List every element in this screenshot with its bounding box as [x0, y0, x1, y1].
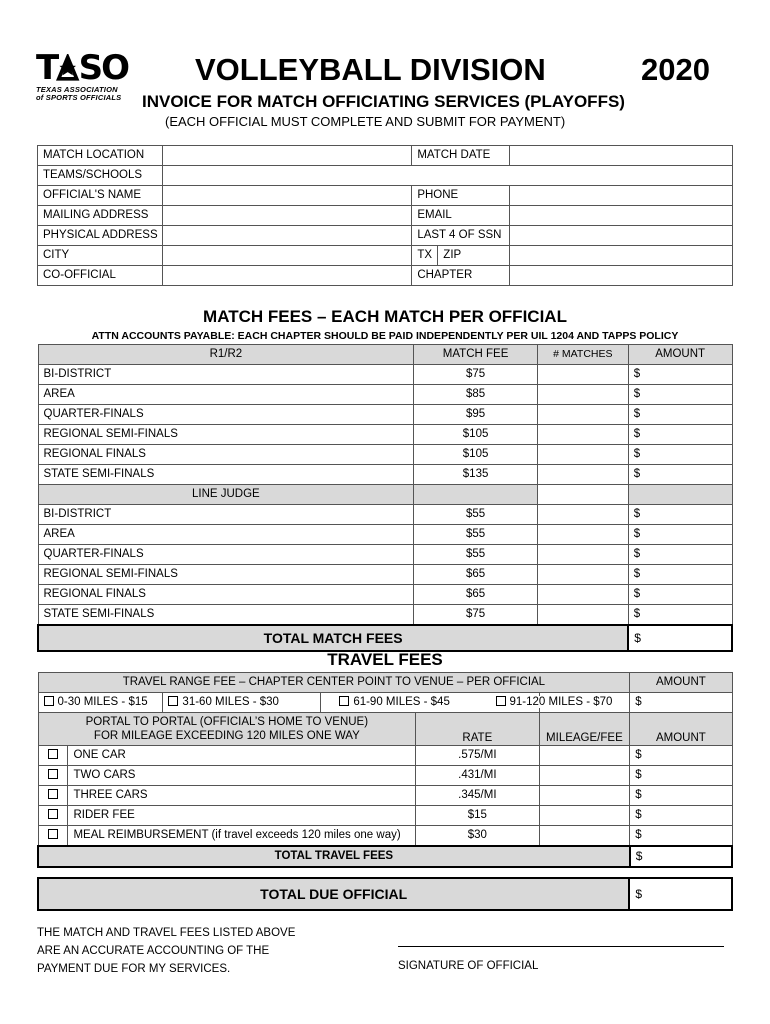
- table-row: [38, 246, 733, 266]
- matches-field[interactable]: [537, 405, 628, 425]
- empty-cell: [414, 485, 538, 505]
- chapter-field[interactable]: [510, 266, 733, 286]
- table-row: [38, 505, 732, 525]
- table-row: [38, 266, 733, 286]
- email-field[interactable]: [510, 206, 733, 226]
- table-row: [38, 166, 733, 186]
- table-header-row: [38, 345, 732, 365]
- title-year: 2020: [641, 52, 710, 87]
- star-icon: [56, 54, 79, 82]
- travel-rate: $15: [416, 806, 539, 826]
- matches-field[interactable]: [537, 505, 628, 525]
- header-mileage: MILEAGE/FEE: [539, 713, 630, 746]
- round-label: REGIONAL SEMI-FINALS: [38, 565, 414, 585]
- travel-rate: $30: [416, 826, 539, 847]
- table-row: [38, 226, 733, 246]
- range-label: 61-90 MILES - $45: [353, 696, 450, 708]
- travel-item-label: THREE CARS: [68, 786, 416, 806]
- checkbox[interactable]: [48, 749, 58, 759]
- total-due-row: [38, 878, 732, 910]
- match-fee: $75: [414, 365, 538, 385]
- table-row: [38, 365, 732, 385]
- item-checkbox-cell[interactable]: [38, 766, 68, 786]
- table-row: [38, 405, 732, 425]
- label-tx: TX: [412, 246, 438, 266]
- mileage-field[interactable]: [539, 826, 630, 847]
- logo-letter-t: T: [36, 48, 58, 88]
- matches-field[interactable]: [537, 445, 628, 465]
- amount-field[interactable]: $: [628, 445, 732, 465]
- amount-field[interactable]: $: [630, 806, 732, 826]
- submission-note: (EACH OFFICIAL MUST COMPLETE AND SUBMIT FOR PAYMENT): [165, 114, 566, 129]
- range-option-2[interactable]: [163, 693, 321, 713]
- label-chapter: CHAPTER: [412, 266, 510, 286]
- match-fees-title: MATCH FEES – EACH MATCH PER OFFICIAL: [203, 307, 567, 326]
- official-info-table: [37, 145, 733, 286]
- travel-fees-title: TRAVEL FEES: [327, 650, 443, 669]
- table-row: [38, 806, 732, 826]
- table-row: [38, 786, 732, 806]
- total-travel-fees-label: TOTAL TRAVEL FEES: [38, 846, 630, 867]
- checkbox[interactable]: [48, 809, 58, 819]
- logo-sub2: of SPORTS OFFICIALS: [36, 93, 122, 102]
- matches-field[interactable]: [537, 585, 628, 605]
- amount-field[interactable]: $: [628, 565, 732, 585]
- amount-field[interactable]: $: [630, 746, 732, 766]
- match-fee: $65: [414, 565, 538, 585]
- header-amount: AMOUNT: [630, 713, 732, 746]
- match-fee: $75: [414, 605, 538, 626]
- table-row: [38, 186, 733, 206]
- travel-item-label: MEAL REIMBURSEMENT (if travel exceeds 120 miles one way): [68, 826, 416, 847]
- certification-line1: THE MATCH AND TRAVEL FEES LISTED ABOVE: [37, 927, 296, 939]
- round-label: BI-DISTRICT: [38, 365, 414, 385]
- table-header-row: [38, 713, 732, 746]
- label-physical-address: PHYSICAL ADDRESS: [38, 226, 163, 246]
- travel-item-label: TWO CARS: [68, 766, 416, 786]
- match-fee: $55: [414, 525, 538, 545]
- table-header-row: [38, 673, 732, 693]
- amount-field[interactable]: $: [628, 505, 732, 525]
- amount-field[interactable]: $: [630, 766, 732, 786]
- label-city: CITY: [38, 246, 163, 266]
- logo-letters-so: SO: [78, 48, 128, 88]
- range-label: 31-60 MILES - $30: [182, 696, 279, 708]
- amount-field[interactable]: $: [628, 385, 732, 405]
- mileage-field[interactable]: [539, 786, 630, 806]
- match-fees-table: [37, 344, 733, 652]
- table-header-row: [38, 485, 732, 505]
- amount-field[interactable]: $: [628, 605, 732, 626]
- item-checkbox-cell[interactable]: [38, 746, 68, 766]
- checkbox[interactable]: [44, 696, 54, 706]
- attn-note: ATTN ACCOUNTS PAYABLE: EACH CHAPTER SHOULD BE PAID INDEPENDENTLY PER UIL 1204 AND TAPPS POLICY: [91, 330, 679, 342]
- matches-field[interactable]: [537, 525, 628, 545]
- round-label: AREA: [38, 385, 414, 405]
- label-zip: ZIP: [438, 246, 510, 266]
- total-travel-fees-row: [38, 846, 732, 867]
- certification-line2: ARE AN ACCURATE ACCOUNTING OF THE: [37, 945, 270, 957]
- total-match-fees-row: [38, 625, 732, 651]
- matches-field[interactable]: [537, 425, 628, 445]
- header-rate: RATE: [416, 713, 539, 746]
- amount-field[interactable]: $: [630, 786, 732, 806]
- match-fee: $55: [414, 545, 538, 565]
- round-label: REGIONAL FINALS: [38, 585, 414, 605]
- table-row: [38, 525, 732, 545]
- matches-field[interactable]: [537, 565, 628, 585]
- city-field[interactable]: [162, 246, 411, 266]
- range-label: 0-30 MILES - $15: [57, 696, 148, 708]
- match-fee: $105: [414, 425, 538, 445]
- range-option-4[interactable]: [509, 693, 630, 713]
- matches-field[interactable]: [537, 385, 628, 405]
- logo-wordmark: [36, 50, 128, 86]
- round-label: QUARTER-FINALS: [38, 545, 414, 565]
- match-fee: $95: [414, 405, 538, 425]
- checkbox[interactable]: [339, 696, 349, 706]
- table-row: [38, 465, 732, 485]
- round-label: REGIONAL FINALS: [38, 445, 414, 465]
- round-label: REGIONAL SEMI-FINALS: [38, 425, 414, 445]
- round-label: QUARTER-FINALS: [38, 405, 414, 425]
- co-official-field[interactable]: [162, 266, 411, 286]
- checkbox[interactable]: [168, 696, 178, 706]
- portal-line2: FOR MILEAGE EXCEEDING 120 MILES ONE WAY: [93, 730, 360, 742]
- header-amount: AMOUNT: [630, 673, 732, 693]
- table-row: [38, 746, 732, 766]
- empty-cell: [537, 485, 628, 505]
- table-row: [38, 445, 732, 465]
- table-row: [38, 585, 732, 605]
- table-row: [38, 385, 732, 405]
- teams-field[interactable]: [162, 166, 732, 186]
- matches-field[interactable]: [537, 365, 628, 385]
- ssn-field[interactable]: [510, 226, 733, 246]
- signature-line[interactable]: [398, 946, 724, 947]
- round-label: STATE SEMI-FINALS: [38, 465, 414, 485]
- travel-rate: .575/MI: [416, 746, 539, 766]
- amount-field[interactable]: $: [628, 405, 732, 425]
- portal-line1: PORTAL TO PORTAL (OFFICIAL’S HOME TO VENUE): [85, 716, 369, 728]
- round-label: AREA: [38, 525, 414, 545]
- logo-sub1: TEXAS ASSOCIATION: [36, 85, 118, 94]
- table-row: [38, 425, 732, 445]
- mileage-field[interactable]: [539, 766, 630, 786]
- total-travel-fees-amount[interactable]: $: [630, 846, 732, 867]
- checkbox[interactable]: [48, 829, 58, 839]
- matches-field[interactable]: [537, 545, 628, 565]
- match-date-field[interactable]: [510, 146, 733, 166]
- item-checkbox-cell[interactable]: [38, 806, 68, 826]
- page-title: [195, 52, 715, 88]
- checkbox[interactable]: [496, 696, 506, 706]
- table-row: [38, 605, 732, 626]
- range-amount[interactable]: $: [630, 693, 732, 713]
- range-option-1[interactable]: [38, 693, 163, 713]
- travel-item-label: RIDER FEE: [68, 806, 416, 826]
- header-amount: AMOUNT: [628, 345, 732, 365]
- table-row: [38, 545, 732, 565]
- total-match-fees-label: TOTAL MATCH FEES: [38, 625, 628, 651]
- official-name-field[interactable]: [162, 186, 411, 206]
- match-location-field[interactable]: [162, 146, 411, 166]
- table-row: [38, 826, 732, 847]
- total-due-amount[interactable]: $: [629, 878, 732, 910]
- range-label: 91-120 MILES - $70: [509, 696, 613, 708]
- table-row: [38, 206, 733, 226]
- label-phone: PHONE: [412, 186, 510, 206]
- header-travel-range: TRAVEL RANGE FEE – CHAPTER CENTER POINT TO VENUE – PER OFFICIAL: [38, 673, 630, 693]
- header-matches: # MATCHES: [537, 345, 628, 365]
- label-match-location: MATCH LOCATION: [38, 146, 163, 166]
- header-portal: [38, 713, 416, 746]
- match-fee: $85: [414, 385, 538, 405]
- invoice-subtitle: INVOICE FOR MATCH OFFICIATING SERVICES (PLAYOFFS): [142, 92, 625, 111]
- travel-rate: .431/MI: [416, 766, 539, 786]
- table-row: [38, 766, 732, 786]
- label-teams: TEAMS/SCHOOLS: [38, 166, 163, 186]
- mailing-address-field[interactable]: [162, 206, 411, 226]
- travel-rate: .345/MI: [416, 786, 539, 806]
- item-checkbox-cell[interactable]: [38, 786, 68, 806]
- label-co-official: CO-OFFICIAL: [38, 266, 163, 286]
- amount-field[interactable]: $: [628, 545, 732, 565]
- label-ssn: LAST 4 OF SSN: [412, 226, 510, 246]
- label-match-date: MATCH DATE: [412, 146, 510, 166]
- item-checkbox-cell[interactable]: [38, 826, 68, 847]
- table-row: [38, 693, 732, 713]
- amount-field[interactable]: $: [628, 365, 732, 385]
- total-due-table: [37, 877, 733, 911]
- table-row: [38, 565, 732, 585]
- header-line-judge: LINE JUDGE: [38, 485, 414, 505]
- travel-item-label: ONE CAR: [68, 746, 416, 766]
- amount-field[interactable]: $: [628, 465, 732, 485]
- matches-field[interactable]: [537, 605, 628, 626]
- mileage-field[interactable]: [539, 746, 630, 766]
- match-fee: $55: [414, 505, 538, 525]
- mileage-field[interactable]: [539, 806, 630, 826]
- table-row: [38, 146, 733, 166]
- empty-cell: [628, 485, 732, 505]
- round-label: BI-DISTRICT: [38, 505, 414, 525]
- checkbox[interactable]: [48, 769, 58, 779]
- header-match-fee: MATCH FEE: [414, 345, 538, 365]
- tasos-logo: [36, 50, 128, 102]
- phone-field[interactable]: [510, 186, 733, 206]
- amount-field[interactable]: $: [630, 826, 732, 847]
- header-r1r2: R1/R2: [38, 345, 414, 365]
- label-email: EMAIL: [412, 206, 510, 226]
- zip-field[interactable]: [510, 246, 733, 266]
- certification-line3: PAYMENT DUE FOR MY SERVICES.: [37, 963, 231, 975]
- match-fee: $65: [414, 585, 538, 605]
- total-match-fees-amount[interactable]: $: [628, 625, 732, 651]
- amount-field[interactable]: $: [628, 525, 732, 545]
- amount-field[interactable]: $: [628, 585, 732, 605]
- checkbox[interactable]: [48, 789, 58, 799]
- signature-label: SIGNATURE OF OFFICIAL: [398, 960, 539, 972]
- match-fee: $105: [414, 445, 538, 465]
- match-fee: $135: [414, 465, 538, 485]
- travel-fees-table: [37, 672, 733, 868]
- matches-field[interactable]: [537, 465, 628, 485]
- label-official-name: OFFICIAL'S NAME: [38, 186, 163, 206]
- total-due-label: TOTAL DUE OFFICIAL: [38, 878, 629, 910]
- certification-text: [37, 924, 295, 978]
- physical-address-field[interactable]: [162, 226, 411, 246]
- round-label: STATE SEMI-FINALS: [38, 605, 414, 626]
- title-text: VOLLEYBALL DIVISION: [195, 52, 546, 87]
- amount-field[interactable]: $: [628, 425, 732, 445]
- label-mailing-address: MAILING ADDRESS: [38, 206, 163, 226]
